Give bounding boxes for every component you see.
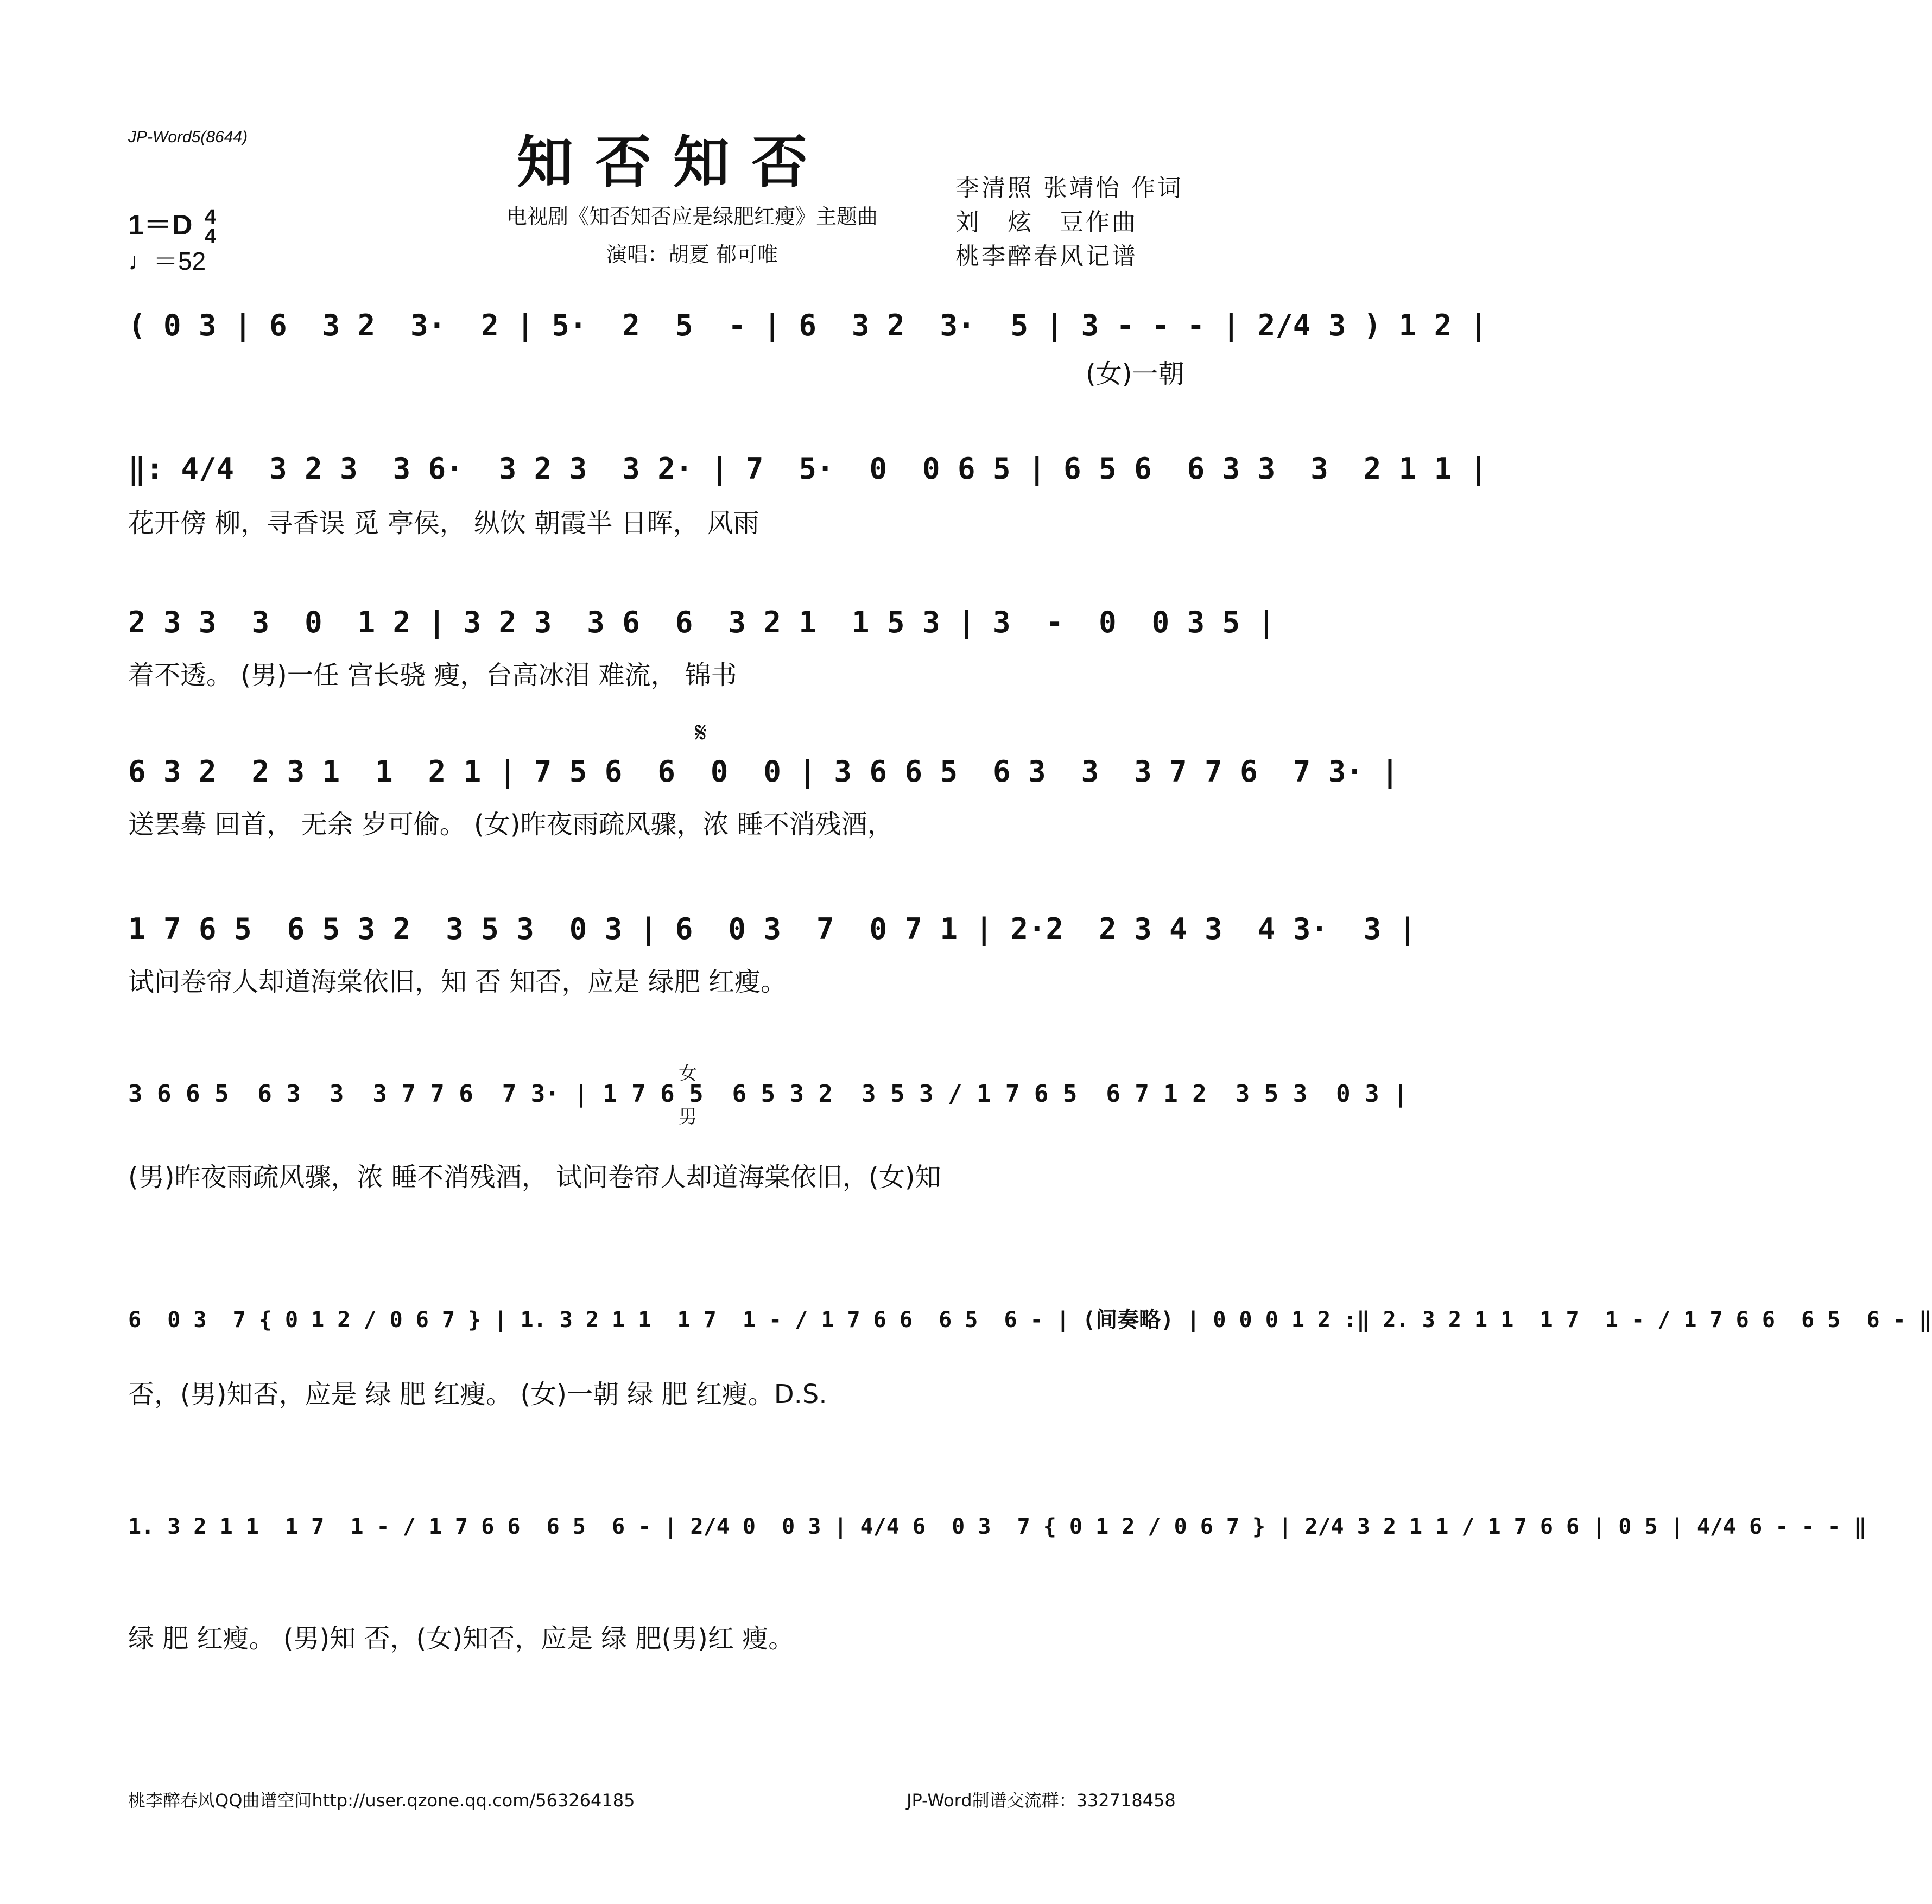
tempo-marking: ♩＝52 bbox=[128, 247, 206, 275]
footer-left: 桃李醉春风QQ曲谱空间http://user.qzone.qq.com/563264185 bbox=[128, 1790, 635, 1811]
male-voice-label: 男 bbox=[679, 1106, 697, 1128]
segno-sign: 𝄋 bbox=[695, 716, 707, 749]
system-8-notes: 1. 3 2 1 1 1 7 1 - / 1 7 6 6 6 5 6 - | 2/4 0 0 3 | 4/4 6 0 3 7 { 0 1 2 / 0 6 7 } | 2/4 3 2 1 1 / 1 7 6 6 | 0 5 | 4/4 6 - - - ‖ bbox=[128, 1514, 1867, 1539]
system-2-lyrics: 花开傍 柳，寻香误 觅 亭侯， 纵饮 朝霞半 日晖， 风雨 bbox=[128, 508, 759, 538]
system-1-notes: ( 0 3 | 6 3 2 3· 2 | 5· 2 5 - | 6 3 2 3· 5 | 3 - - - | 2/4 3 ) 1 2 | bbox=[128, 308, 1487, 342]
software-label: JP-Word5(8644) bbox=[128, 128, 248, 146]
subtitle: 电视剧《知否知否应是绿肥红瘦》主题曲 bbox=[506, 205, 878, 229]
transcriber-credit: 桃李醉春风记谱 bbox=[955, 243, 1138, 270]
system-4-lyrics: 送罢蓦 回首， 无余 岁可偷。 (女)昨夜雨疏风骤，浓 睡不消残酒， bbox=[128, 809, 894, 840]
system-3-lyrics: 着不透。 (男)一任 宫长骁 瘦，台高冰泪 难流， 锦书 bbox=[128, 660, 737, 690]
system-6-lyrics: (男)昨夜雨疏风骤，浓 睡不消残酒， 试问卷帘人却道海棠依旧，(女)知 bbox=[128, 1162, 941, 1192]
footer-right: JP-Word制谱交流群：332718458 bbox=[907, 1790, 1176, 1811]
lyricist-credit: 李清照 张靖怡 作词 bbox=[955, 174, 1183, 202]
system-5-lyrics: 试问卷帘人却道海棠依旧，知 否 知否，应是 绿肥 红瘦。 bbox=[128, 967, 787, 997]
system-4-notes: 6 3 2 2 3 1 1 2 1 | 7 5 6 6 0 0 | 3 6 6 5 6 3 3 3 7 7 6 7 3· | bbox=[128, 754, 1399, 789]
system-7-notes: 6 0 3 7 { 0 1 2 / 0 6 7 } | 1. 3 2 1 1 1 7 1 - / 1 7 6 6 6 5 6 - | (间奏略) | 0 0 0 1 2 :‖ 2. 3 2 1 1 1 7 1 - / 1 7 6 6 6 5 6 - ‖ bbox=[128, 1308, 1932, 1332]
key-label: 1＝D bbox=[128, 210, 193, 241]
system-8-lyrics: 绿 肥 红瘦。 (男)知 否，(女)知否，应是 绿 肥(男)红 瘦。 bbox=[128, 1623, 795, 1654]
system-7-lyrics: 否，(男)知否，应是 绿 肥 红瘦。 (女)一朝 绿 肥 红瘦。D.S. bbox=[128, 1379, 827, 1410]
system-5-notes: 1 7 6 5 6 5 3 2 3 5 3 0 3 | 6 0 3 7 0 7 1 | 2·2 2 3 4 3 4 3· 3 | bbox=[128, 912, 1417, 946]
time-signature: 4 4 bbox=[204, 206, 217, 249]
system-6-notes: 3 6 6 5 6 3 3 3 7 7 6 7 3· | 1 7 6 5 6 5 3 2 3 5 3 / 1 7 6 5 6 7 1 2 3 5 3 0 3 | bbox=[128, 1080, 1408, 1108]
system-2-notes: ‖: 4/4 3 2 3 3 6· 3 2 3 3 2· | 7 5· 0 0 6 5 | 6 5 6 6 3 3 3 2 1 1 | bbox=[128, 452, 1487, 486]
system-1-lyrics: (女)一朝 bbox=[1086, 359, 1184, 389]
composer-credit: 刘 炫 豆作曲 bbox=[955, 208, 1138, 236]
system-3-notes: 2 3 3 3 0 1 2 | 3 2 3 3 6 6 3 2 1 1 5 3 | 3 - 0 0 3 5 | bbox=[128, 605, 1276, 639]
singers: 演唱：胡夏 郁可唯 bbox=[606, 243, 778, 266]
key-signature bbox=[128, 202, 217, 249]
female-voice-label: 女 bbox=[679, 1063, 697, 1084]
song-title: 知否知否 bbox=[516, 129, 829, 195]
